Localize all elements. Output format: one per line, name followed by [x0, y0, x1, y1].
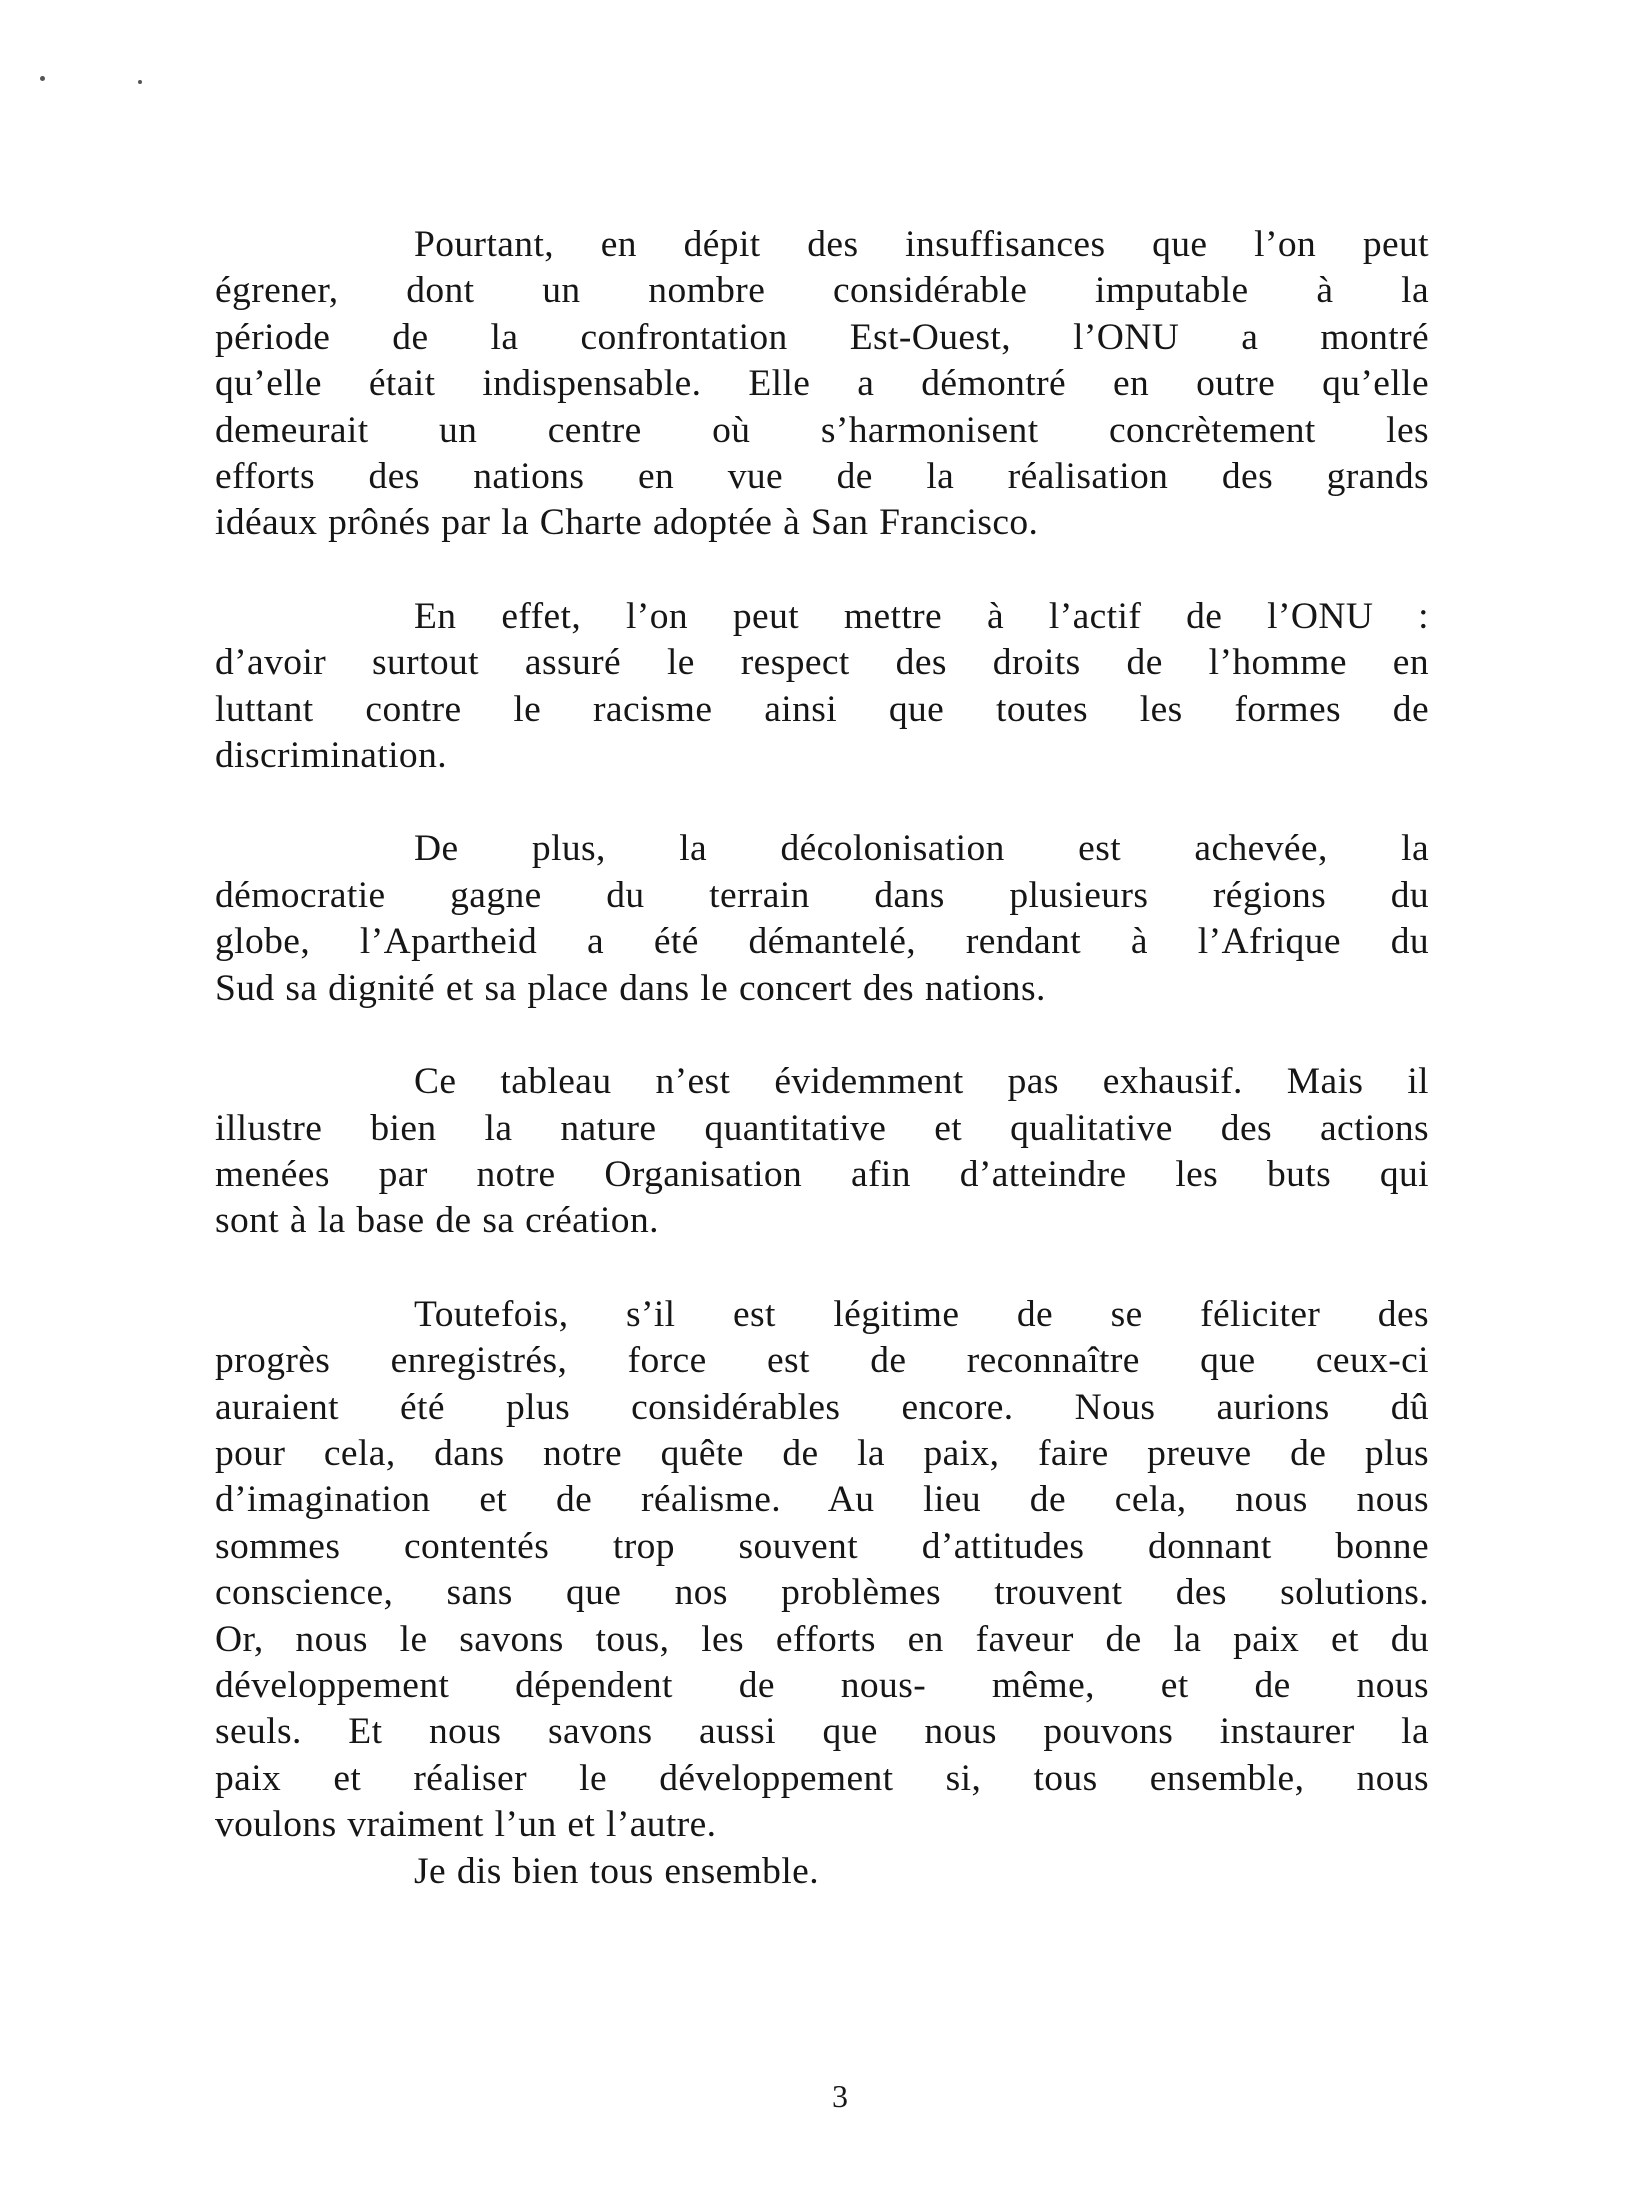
text-line: démocratie gagne du terrain dans plusieurs régions du	[215, 874, 1429, 916]
text-line: Or, nous le savons tous, les efforts en faveur de la paix et du	[215, 1618, 1429, 1660]
text-line: développement dépendent de nous- même, et de nous	[215, 1664, 1429, 1706]
paragraph-3	[215, 826, 1429, 1012]
closing-line: Je dis bien tous ensemble.	[414, 1850, 819, 1892]
text-line: auraient été plus considérables encore. Nous aurions dû	[215, 1386, 1429, 1428]
text-line: Toutefois, s’il est légitime de se féliciter des	[414, 1293, 1429, 1335]
text-line: paix et réaliser le développement si, tous ensemble, nous	[215, 1757, 1429, 1799]
text-line: Pourtant, en dépit des insuffisances que l’on peut	[414, 224, 1429, 265]
text-line: qu’elle était indispensable. Elle a démontré en outre qu’elle	[215, 363, 1429, 405]
scan-edge	[0, 0, 1632, 8]
text-line: sont à la base de sa création.	[215, 1200, 659, 1242]
page-number: 3	[832, 2078, 848, 2114]
text-line: luttant contre le racisme ainsi que toutes les formes de	[215, 688, 1429, 730]
text-line: menées par notre Organisation afin d’atteindre les buts qui	[215, 1153, 1429, 1195]
text-line: illustre bien la nature quantitative et qualitative des actions	[215, 1107, 1429, 1149]
text-line: pour cela, dans notre quête de la paix, faire preuve de plus	[215, 1432, 1429, 1474]
text-line: égrener, dont un nombre considérable imputable à la	[215, 270, 1429, 312]
paragraph-4	[215, 1059, 1429, 1245]
text-line: discrimination.	[215, 735, 448, 777]
text-line: période de la confrontation Est-Ouest, l’ONU a montré	[215, 316, 1429, 358]
paragraph-5	[215, 1292, 1429, 1849]
text-line: seuls. Et nous savons aussi que nous pouvons instaurer la	[215, 1711, 1429, 1753]
text-line: d’avoir surtout assuré le respect des droits de l’homme en	[215, 642, 1429, 684]
paragraph-1	[215, 222, 1429, 547]
text-line: demeurait un centre où s’harmonisent concrètement les	[215, 409, 1429, 451]
text-line: En effet, l’on peut mettre à l’actif de l’ONU :	[414, 595, 1429, 637]
text-line: conscience, sans que nos problèmes trouvent des solutions.	[215, 1572, 1429, 1614]
text-line: De plus, la décolonisation est achevée, la	[414, 828, 1429, 870]
text-line: progrès enregistrés, force est de reconnaître que ceux-ci	[215, 1340, 1429, 1382]
text-line: efforts des nations en vue de la réalisation des grands	[215, 456, 1429, 498]
text-line: globe, l’Apartheid a été démantelé, rendant à l’Afrique du	[215, 921, 1429, 963]
text-line: Ce tableau n’est évidemment pas exhausif. Mais il	[414, 1061, 1429, 1103]
scan-speck	[138, 80, 142, 84]
paragraph-2	[215, 594, 1429, 780]
scan-speck	[40, 76, 45, 81]
body-text	[215, 222, 1429, 1895]
text-line: idéaux prônés par la Charte adoptée à San Francisco.	[215, 502, 1039, 544]
text-line: sommes contentés trop souvent d’attitudes donnant bonne	[215, 1525, 1429, 1567]
text-line: d’imagination et de réalisme. Au lieu de cela, nous nous	[215, 1479, 1429, 1521]
text-line: Sud sa dignité et sa place dans le concert des nations.	[215, 967, 1046, 1009]
text-line: voulons vraiment l’un et l’autre.	[215, 1804, 717, 1846]
